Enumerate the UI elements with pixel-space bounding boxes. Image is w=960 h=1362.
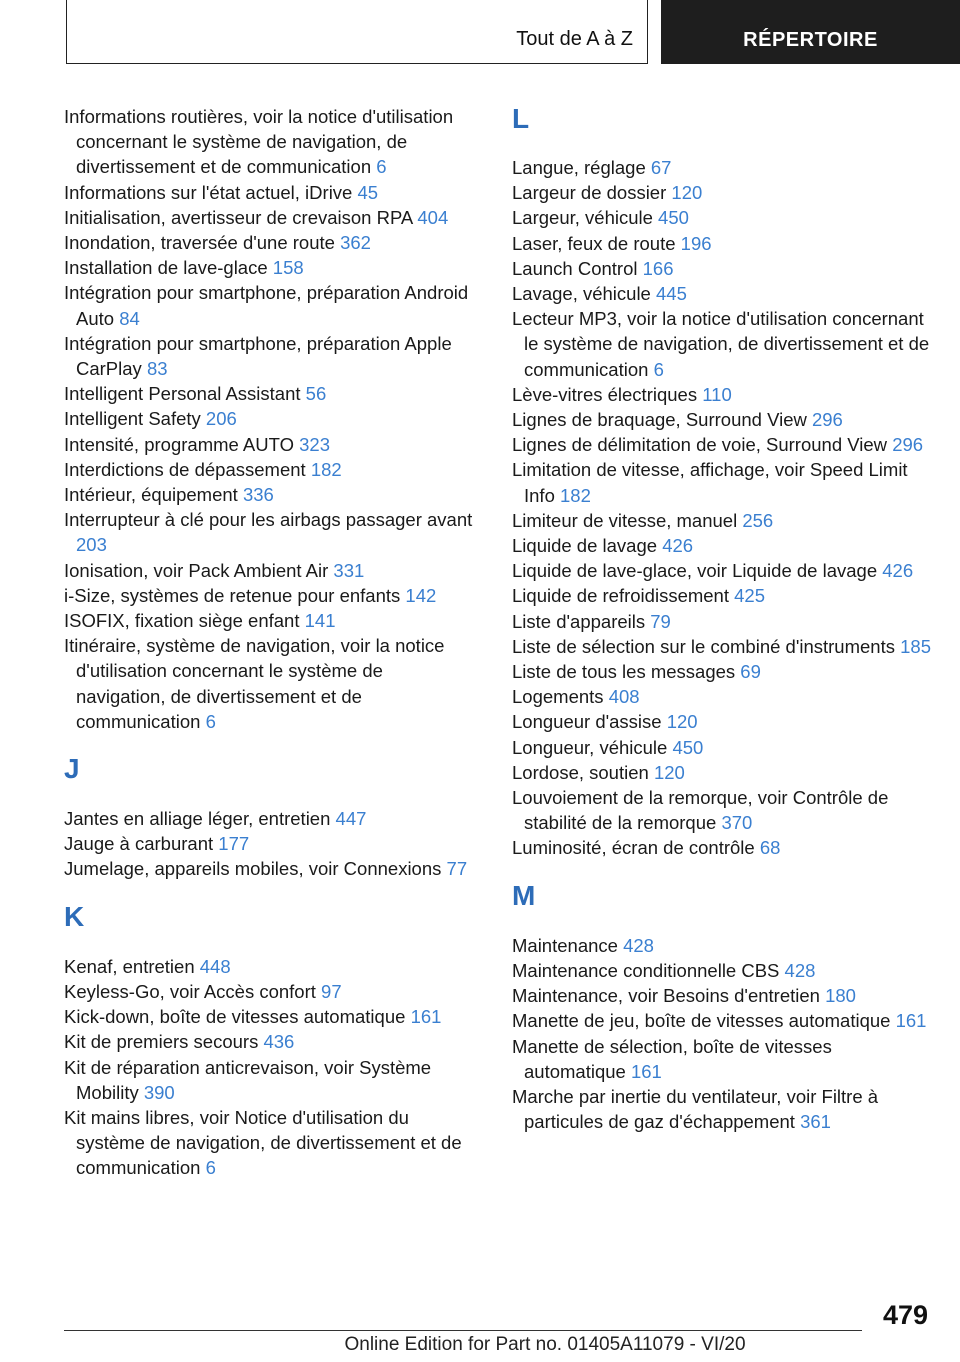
index-entry <box>512 735 932 760</box>
index-entry-text: Liste de sélection sur le combiné d'instruments <box>512 635 895 657</box>
index-entry-text: Limiteur de vitesse, manuel <box>512 509 738 531</box>
footer-divider <box>64 1330 862 1331</box>
index-entry <box>64 482 474 507</box>
index-entry <box>64 381 474 406</box>
index-entry <box>512 533 932 558</box>
page-reference-link[interactable]: 336 <box>242 484 274 506</box>
index-entry-text: Luminosité, écran de contrôle <box>512 837 755 859</box>
page-reference-link[interactable]: 323 <box>299 433 330 455</box>
index-entry-text: Intérieur, équipement <box>64 484 238 506</box>
index-entry-text: Largeur, véhicule <box>512 207 653 229</box>
page-reference-link[interactable]: 6 <box>376 156 387 178</box>
index-entry <box>512 933 932 958</box>
index-entry-text: Maintenance <box>512 934 618 956</box>
page-reference-link[interactable]: 177 <box>218 833 250 855</box>
page-reference-link[interactable]: 426 <box>662 535 694 557</box>
index-entry <box>512 785 932 835</box>
page-reference-link[interactable]: 97 <box>321 980 342 1002</box>
index-entry <box>512 231 932 256</box>
index-entry-text: Keyless-Go, voir Accès confort <box>64 980 316 1002</box>
index-entry-text: Intensité, programme AUTO <box>64 433 294 455</box>
index-entry <box>64 954 474 979</box>
page-reference-link[interactable]: 296 <box>811 409 843 431</box>
page-reference-link[interactable]: 182 <box>310 458 342 480</box>
page-reference-link[interactable]: 445 <box>656 283 687 305</box>
index-entry-text: Intégration pour smartphone, préparation Android Auto <box>64 282 469 329</box>
index-entry-text: Lavage, véhicule <box>512 283 651 305</box>
index-entry <box>512 1084 932 1134</box>
index-entry-text: Maintenance conditionnelle CBS <box>512 959 780 981</box>
index-column-right <box>512 104 932 1134</box>
page-reference-link[interactable]: 185 <box>900 635 931 657</box>
index-column-left <box>64 104 474 1181</box>
chapter-label: RÉPERTOIRE <box>743 29 878 51</box>
page-reference-link[interactable]: 158 <box>272 257 304 279</box>
index-entry-text: Marche par inertie du ventilateur, voir Filtre à particules de gaz d'échappement <box>512 1085 879 1133</box>
index-entry <box>512 155 932 180</box>
index-entry-text: Ionisation, voir Pack Ambient Air <box>64 559 329 581</box>
index-letter-heading: M <box>512 879 536 911</box>
page-reference-link[interactable]: 69 <box>740 661 761 683</box>
page-reference-link[interactable]: 361 <box>800 1111 831 1133</box>
page-reference-link[interactable]: 45 <box>357 181 379 203</box>
index-entry <box>64 331 474 381</box>
index-letter-heading: J <box>64 753 80 785</box>
page-reference-link[interactable]: 426 <box>882 560 914 582</box>
page-reference-link[interactable]: 450 <box>672 736 704 758</box>
index-entry <box>64 608 474 633</box>
index-entry <box>512 983 932 1008</box>
page-reference-link[interactable]: 408 <box>608 686 640 708</box>
index-entry <box>512 1034 932 1084</box>
index-entry-text: Jantes en alliage léger, entretien <box>64 808 331 830</box>
index-entry-text: Liste d'appareils <box>512 610 646 632</box>
index-entry-text: i-Size, systèmes de retenue pour enfants <box>64 584 401 606</box>
page-reference-link[interactable]: 161 <box>630 1060 662 1082</box>
index-entry-text: Lignes de délimitation de voie, Surround View <box>512 434 888 456</box>
index-entry <box>64 457 474 482</box>
index-entry-text: Kit de premiers secours <box>64 1031 259 1053</box>
index-entry-text: Installation de lave-glace <box>64 257 268 279</box>
page-reference-link[interactable]: 68 <box>759 837 781 859</box>
page-reference-link[interactable]: 428 <box>784 959 816 981</box>
index-entry <box>512 659 932 684</box>
index-entry-text: Louvoiement de la remorque, voir Contrôle de stabilité de la remorque <box>512 787 889 834</box>
index-letter-heading: K <box>64 900 85 932</box>
index-entry <box>512 407 932 432</box>
page-reference-link[interactable]: 182 <box>560 484 591 506</box>
index-entry <box>64 633 474 734</box>
index-entry-text: Kit de réparation anticrevaison, voir Système Mobility <box>64 1056 432 1103</box>
index-entry-text: Interrupteur à clé pour les airbags passager avant <box>64 509 473 531</box>
index-entry <box>64 831 474 856</box>
chapter-tab[interactable] <box>661 0 960 64</box>
index-entry-text: Lecteur MP3, voir la notice d'utilisation concernant le système de navigation, de divertissement et de communication <box>512 308 930 380</box>
index-entry-text: Kick-down, boîte de vitesses automatique <box>64 1006 406 1028</box>
index-entry-text: Intelligent Safety <box>64 408 201 430</box>
index-entry <box>64 1105 474 1181</box>
page-reference-link[interactable]: 83 <box>146 358 168 380</box>
page-reference-link[interactable]: 67 <box>650 157 672 178</box>
index-entry-text: Initialisation, avertisseur de crevaison RPA <box>64 206 413 228</box>
index-entry <box>64 280 474 330</box>
page-reference-link[interactable]: 77 <box>446 858 468 880</box>
index-entry <box>512 684 932 709</box>
page-reference-link[interactable]: 390 <box>143 1081 175 1103</box>
index-entry <box>512 558 932 583</box>
page-reference-link[interactable]: 120 <box>671 182 703 204</box>
index-entry-text: Largeur de dossier <box>512 182 667 204</box>
index-entry-text: Jauge à carburant <box>64 833 214 855</box>
index-entry-text: Manette de jeu, boîte de vitesses automatique <box>512 1010 891 1032</box>
page-reference-link[interactable]: 203 <box>76 534 107 556</box>
index-entry-text: Limitation de vitesse, affichage, voir Speed Limit Info <box>512 459 908 506</box>
page-reference-link[interactable]: 166 <box>642 257 674 279</box>
page-reference-link[interactable]: 448 <box>199 955 231 977</box>
index-entry-text: Liquide de refroidissement <box>512 585 729 607</box>
index-entry <box>512 205 932 230</box>
page-reference-link[interactable]: 370 <box>721 812 753 834</box>
index-entry-text: Itinéraire, système de navigation, voir la notice d'utilisation concernant le système de navigation, de divertissement et de communication <box>64 635 445 732</box>
index-entry <box>64 856 474 881</box>
index-entry <box>64 255 474 280</box>
page-reference-link[interactable]: 362 <box>340 232 371 254</box>
index-entry-text: Intelligent Personal Assistant <box>64 383 301 405</box>
index-entry <box>512 760 932 785</box>
index-entry <box>512 958 932 983</box>
index-entry <box>64 806 474 831</box>
index-entry-text: Langue, réglage <box>512 157 646 178</box>
index-entry-text: Laser, feux de route <box>512 232 676 254</box>
index-entry <box>512 180 932 205</box>
index-entry <box>512 457 932 507</box>
index-entry <box>64 205 474 230</box>
index-entry-text: Maintenance, voir Besoins d'entretien <box>512 985 820 1007</box>
index-entry-text: Manette de sélection, boîte de vitesses automatique <box>512 1035 832 1082</box>
page-reference-link[interactable]: 142 <box>405 584 437 606</box>
index-entry <box>512 583 932 608</box>
index-entry <box>64 1004 474 1029</box>
index-entry <box>512 634 932 659</box>
page-reference-link[interactable]: 79 <box>650 610 671 632</box>
index-entry-text: Informations sur l'état actuel, iDrive <box>64 181 353 203</box>
index-entry <box>512 256 932 281</box>
index-entry <box>512 508 932 533</box>
index-entry <box>64 432 474 457</box>
index-entry-text: Inondation, traversée d'une route <box>64 232 335 254</box>
index-entry <box>64 104 474 180</box>
index-entry-text: Liste de tous les messages <box>512 661 736 683</box>
index-entry <box>64 583 474 608</box>
page-reference-link[interactable]: 6 <box>205 1157 216 1179</box>
index-entry <box>64 180 474 205</box>
page-reference-link[interactable]: 447 <box>335 808 367 830</box>
index-entry-text: Lève-vitres électriques <box>512 383 698 405</box>
page-reference-link[interactable]: 331 <box>333 559 365 581</box>
index-entry-text: Lignes de braquage, Surround View <box>512 409 807 431</box>
index-entry-text: Kenaf, entretien <box>64 955 195 977</box>
page-number: 479 <box>882 1300 928 1330</box>
index-entry-text: Intégration pour smartphone, préparation Apple CarPlay <box>64 332 452 380</box>
page-reference-link[interactable]: 110 <box>702 383 732 405</box>
page-reference-link[interactable]: 6 <box>205 710 216 732</box>
index-entry <box>64 230 474 255</box>
page-reference-link[interactable]: 120 <box>666 711 698 733</box>
page-reference-link[interactable]: 436 <box>263 1031 295 1053</box>
page-reference-link[interactable]: 120 <box>653 761 685 783</box>
index-entry-text: Logements <box>512 686 604 708</box>
index-entry <box>64 406 474 431</box>
index-entry <box>64 507 474 557</box>
index-entry-text: Longueur d'assise <box>512 711 662 733</box>
index-letter-heading: L <box>512 103 530 134</box>
index-entry-text: Liquide de lave-glace, voir Liquide de lavage <box>512 560 878 582</box>
index-entry-text: Lordose, soutien <box>512 761 649 783</box>
page-reference-link[interactable]: 56 <box>305 383 327 405</box>
index-entry <box>64 558 474 583</box>
index-entry-text: ISOFIX, fixation siège enfant <box>64 610 300 632</box>
index-entry <box>64 1055 474 1105</box>
page-reference-link[interactable]: 196 <box>680 232 712 254</box>
index-entry <box>512 281 932 306</box>
page-reference-link[interactable]: 296 <box>892 434 924 456</box>
index-entry <box>512 709 932 734</box>
page-reference-link[interactable]: 256 <box>742 509 774 531</box>
index-entry <box>512 609 932 634</box>
index-entry <box>64 979 474 1004</box>
index-entry-text: Launch Control <box>512 257 638 279</box>
index-entry-text: Jumelage, appareils mobiles, voir Connexions <box>64 858 442 880</box>
page-reference-link[interactable]: 6 <box>653 358 664 380</box>
page-reference-link[interactable]: 161 <box>895 1010 927 1032</box>
page-reference-link[interactable]: 84 <box>119 307 140 329</box>
index-entry <box>512 306 932 382</box>
index-entry <box>512 835 932 860</box>
index-entry <box>512 1008 932 1033</box>
index-entry-text: Interdictions de dépassement <box>64 458 306 480</box>
index-entry-text: Kit mains libres, voir Notice d'utilisation du système de navigation, de divertissement et de communication <box>64 1106 462 1179</box>
index-entry-text: Longueur, véhicule <box>512 736 668 758</box>
index-entry <box>512 432 932 457</box>
page-reference-link[interactable]: 450 <box>658 207 689 229</box>
page-header <box>0 0 960 66</box>
footer-edition-text: Online Edition for Part no. 01405A11079 - VI/20 <box>344 1334 746 1355</box>
section-label: Tout de A à Z <box>516 28 633 50</box>
page-reference-link[interactable]: 404 <box>417 206 449 228</box>
page-reference-link[interactable]: 425 <box>734 585 766 607</box>
section-tab[interactable] <box>66 0 648 64</box>
page-reference-link[interactable]: 161 <box>410 1006 442 1028</box>
page-reference-link[interactable]: 180 <box>825 985 856 1007</box>
page-reference-link[interactable]: 206 <box>205 408 237 430</box>
page-reference-link[interactable]: 428 <box>623 934 654 956</box>
index-entry-text: Liquide de lavage <box>512 535 658 557</box>
page-reference-link[interactable]: 141 <box>304 610 336 632</box>
index-entry-text: Informations routières, voir la notice d'utilisation concernant le système de navigation, de divertissement et de communication <box>64 106 454 178</box>
index-entry <box>64 1029 474 1054</box>
index-entry <box>512 382 932 407</box>
